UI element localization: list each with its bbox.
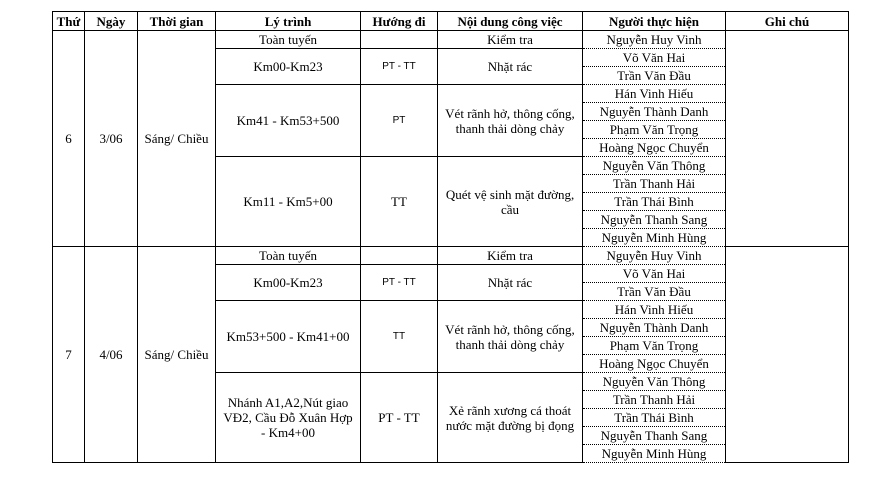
ghi-chu-cell [726,247,849,463]
person-cell: Hán Vinh Hiếu [583,85,726,103]
person-cell: Nguyễn Minh Hùng [583,229,726,247]
header-row [53,12,849,31]
noi-dung-cell [438,373,583,463]
noi-dung-cell [438,301,583,373]
noi-dung-cell: Kiểm tra [438,247,583,265]
day-thu: 6 [53,31,85,247]
noi-dung-cell [438,157,583,247]
noi-dung-cell: Nhặt rác [438,49,583,85]
noi-dung-cell: Kiểm tra [438,31,583,49]
person-cell: Trần Thanh Hải [583,391,726,409]
ghi-chu-cell [726,31,849,247]
person-cell: Nguyễn Huy Vinh [583,247,726,265]
person-cell: Phạm Văn Trọng [583,337,726,355]
header-thoi-gian: Thời gian [138,12,216,31]
day-block [53,31,849,247]
day-thu: 7 [53,247,85,463]
huong-di-cell: PT [361,85,438,157]
day-ngay: 4/06 [85,247,138,463]
person-cell: Võ Văn Hai [583,265,726,283]
person-cell: Hán Vinh Hiếu [583,301,726,319]
person-cell: Nguyễn Minh Hùng [583,445,726,463]
person-cell: Võ Văn Hai [583,49,726,67]
header-ghi-chu: Ghi chú [726,12,849,31]
header-huong-di: Hướng đi [361,12,438,31]
ly-trinh-cell: Km41 - Km53+500 [216,85,361,157]
header-ngay: Ngày [85,12,138,31]
person-cell: Nguyễn Thanh Sang [583,427,726,445]
noi-dung-cell: Nhặt rác [438,265,583,301]
huong-di-cell: TT [361,157,438,247]
huong-di-cell: TT [361,301,438,373]
noi-dung-text: Vét rãnh hở, thông cống, thanh thải dòng chảy [445,321,575,352]
huong-di-cell [361,31,438,49]
header-nguoi: Người thực hiện [583,12,726,31]
ly-trinh-cell: Km53+500 - Km41+00 [216,301,361,373]
ly-trinh-cell [216,373,361,463]
table-row [53,31,849,49]
header-thu: Thứ [53,12,85,31]
day-thoi-gian: Sáng/ Chiều [138,31,216,247]
person-cell: Nguyễn Văn Thông [583,373,726,391]
person-cell: Trần Văn Đầu [583,283,726,301]
huong-di-cell [361,247,438,265]
ly-trinh-cell: Toàn tuyến [216,247,361,265]
ly-trinh-cell: Km11 - Km5+00 [216,157,361,247]
header-ly-trinh: Lý trình [216,12,361,31]
noi-dung-text: Xẻ rãnh xương cá thoát nước mặt đường bị đọng [445,402,575,433]
person-cell: Nguyễn Thành Danh [583,319,726,337]
day-block [53,247,849,463]
day-thoi-gian: Sáng/ Chiều [138,247,216,463]
day-ngay: 3/06 [85,31,138,247]
person-cell: Nguyễn Huy Vinh [583,31,726,49]
noi-dung-text: Vét rãnh hở, thông cống, thanh thải dòng chảy [445,105,575,136]
header-noi-dung: Nội dung công việc [438,12,583,31]
person-cell: Hoàng Ngọc Chuyển [583,355,726,373]
noi-dung-text: Quét vệ sinh mặt đường, cầu [445,186,575,217]
ly-trinh-text: Nhánh A1,A2,Nút giao VĐ2, Cầu Đỗ Xuân Hợp - Km4+00 [223,395,353,440]
person-cell: Trần Thái Bình [583,193,726,211]
person-cell: Nguyễn Văn Thông [583,157,726,175]
ly-trinh-cell: Km00-Km23 [216,49,361,85]
person-cell: Trần Thanh Hải [583,175,726,193]
person-cell: Nguyễn Thành Danh [583,103,726,121]
huong-di-cell: PT - TT [361,265,438,301]
huong-di-cell: PT - TT [361,49,438,85]
person-cell: Trần Thái Bình [583,409,726,427]
ly-trinh-cell: Km00-Km23 [216,265,361,301]
table-row [53,247,849,265]
schedule-table [52,11,849,463]
person-cell: Phạm Văn Trọng [583,121,726,139]
person-cell: Nguyễn Thanh Sang [583,211,726,229]
person-cell: Trần Văn Đầu [583,67,726,85]
huong-di-cell: PT - TT [361,373,438,463]
ly-trinh-cell: Toàn tuyến [216,31,361,49]
noi-dung-cell [438,85,583,157]
person-cell: Hoàng Ngọc Chuyển [583,139,726,157]
